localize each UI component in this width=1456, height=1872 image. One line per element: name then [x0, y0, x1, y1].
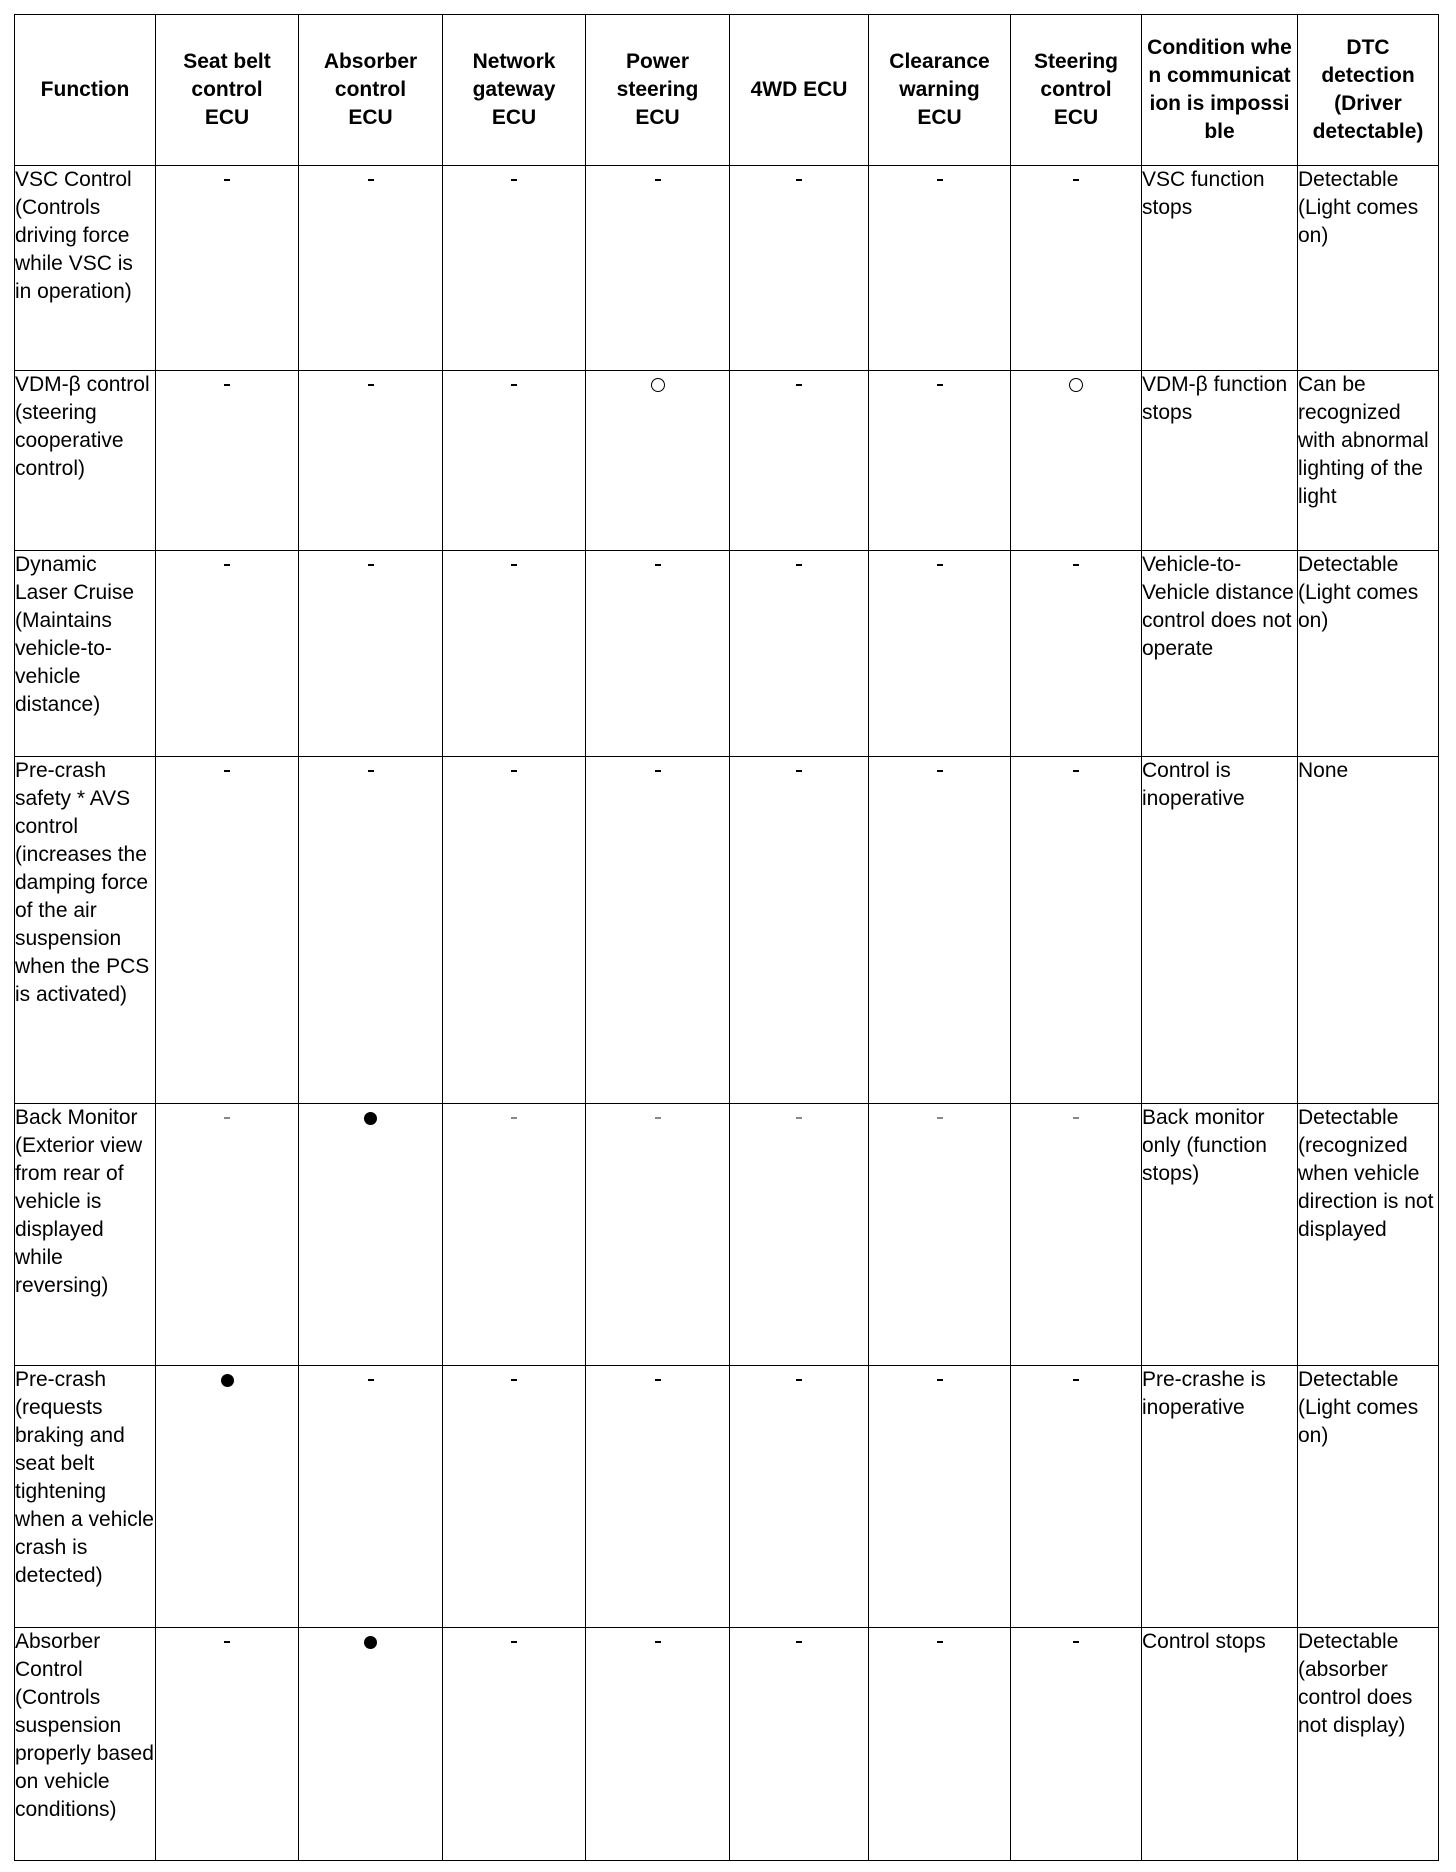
seat-belt-ecu-cell: [156, 757, 299, 1104]
dtc-cell: Detectable (recognized when vehicle direction is not displayed: [1298, 1104, 1439, 1366]
condition-cell: Control is inoperative: [1142, 757, 1298, 1104]
table-row: [15, 757, 1439, 1104]
clearance-warning-ecu-cell: [869, 371, 1011, 551]
network-gateway-ecu-cell: [443, 757, 586, 1104]
dash-mark: [796, 1641, 802, 1643]
dash-mark: [796, 1379, 802, 1381]
open-circle-mark: [651, 378, 665, 392]
header-condition: Condition when communicat ion is impossible: [1142, 15, 1298, 166]
filled-circle-mark: [364, 1636, 377, 1649]
power-steering-ecu-cell: [586, 1628, 730, 1861]
dtc-cell: None: [1298, 757, 1439, 1104]
clearance-warning-ecu-cell: [869, 1104, 1011, 1366]
absorber-ecu-cell: [299, 371, 443, 551]
header-power-steering-ecu: Power steering ECU: [586, 15, 730, 166]
dash-mark: [224, 384, 230, 386]
table-row: [15, 551, 1439, 757]
condition-cell: VDM-β function stops: [1142, 371, 1298, 551]
dtc-cell: Detectable (Light comes on): [1298, 551, 1439, 757]
dash-mark: [655, 179, 661, 181]
dash-mark: [511, 179, 517, 181]
network-gateway-ecu-cell: [443, 551, 586, 757]
4wd-ecu-cell: [730, 551, 869, 757]
dash-mark: [937, 1117, 943, 1119]
power-steering-ecu-cell: [586, 551, 730, 757]
dash-mark: [655, 770, 661, 772]
function-cell: Back Monitor (Exterior view from rear of vehicle is displayed while reversing): [15, 1104, 156, 1366]
dash-mark: [796, 564, 802, 566]
dash-mark: [655, 1379, 661, 1381]
dash-mark: [655, 1117, 661, 1119]
dash-mark: [224, 770, 230, 772]
function-cell: Pre-crash safety * AVS control (increases the damping force of the air suspension when the PCS is activated): [15, 757, 156, 1104]
ecu-function-table: [14, 14, 1439, 1861]
header-steering-control-ecu: Steering control ECU: [1011, 15, 1142, 166]
dash-mark: [1073, 1379, 1079, 1381]
dtc-cell: Detectable (Light comes on): [1298, 166, 1439, 371]
header-clearance-warning-ecu: Clearance warning ECU: [869, 15, 1011, 166]
header-dtc-detection: DTC detection (Driver detectable): [1298, 15, 1439, 166]
absorber-ecu-cell: [299, 166, 443, 371]
4wd-ecu-cell: [730, 166, 869, 371]
steering-control-ecu-cell: [1011, 371, 1142, 551]
power-steering-ecu-cell: [586, 1366, 730, 1628]
dash-mark: [511, 384, 517, 386]
4wd-ecu-cell: [730, 757, 869, 1104]
network-gateway-ecu-cell: [443, 371, 586, 551]
absorber-ecu-cell: [299, 551, 443, 757]
function-cell: VDM-β control (steering cooperative control): [15, 371, 156, 551]
seat-belt-ecu-cell: [156, 166, 299, 371]
steering-control-ecu-cell: [1011, 1628, 1142, 1861]
seat-belt-ecu-cell: [156, 1628, 299, 1861]
function-cell: Absorber Control (Controls suspension properly based on vehicle conditions): [15, 1628, 156, 1861]
dash-mark: [1073, 770, 1079, 772]
dash-mark: [1073, 179, 1079, 181]
clearance-warning-ecu-cell: [869, 166, 1011, 371]
header-network-gateway-ecu: Network gateway ECU: [443, 15, 586, 166]
4wd-ecu-cell: [730, 371, 869, 551]
steering-control-ecu-cell: [1011, 551, 1142, 757]
dash-mark: [937, 384, 943, 386]
network-gateway-ecu-cell: [443, 166, 586, 371]
power-steering-ecu-cell: [586, 1104, 730, 1366]
dtc-cell: Detectable (Light comes on): [1298, 1366, 1439, 1628]
steering-control-ecu-cell: [1011, 757, 1142, 1104]
4wd-ecu-cell: [730, 1628, 869, 1861]
dash-mark: [224, 1641, 230, 1643]
filled-circle-mark: [221, 1374, 234, 1387]
dash-mark: [511, 1379, 517, 1381]
seat-belt-ecu-cell: [156, 1366, 299, 1628]
dash-mark: [796, 770, 802, 772]
absorber-ecu-cell: [299, 757, 443, 1104]
absorber-ecu-cell: [299, 1628, 443, 1861]
header-row: [15, 15, 1439, 166]
condition-cell: Control stops: [1142, 1628, 1298, 1861]
dash-mark: [368, 1379, 374, 1381]
network-gateway-ecu-cell: [443, 1628, 586, 1861]
4wd-ecu-cell: [730, 1366, 869, 1628]
table-row: [15, 1366, 1439, 1628]
steering-control-ecu-cell: [1011, 1104, 1142, 1366]
condition-cell: Back monitor only (function stops): [1142, 1104, 1298, 1366]
dash-mark: [224, 179, 230, 181]
function-cell: VSC Control (Controls driving force while VSC is in operation): [15, 166, 156, 371]
header-function: Function: [15, 15, 156, 166]
table-row: [15, 371, 1439, 551]
dash-mark: [937, 1379, 943, 1381]
dash-mark: [937, 1641, 943, 1643]
table-row: [15, 1628, 1439, 1861]
dash-mark: [224, 564, 230, 566]
4wd-ecu-cell: [730, 1104, 869, 1366]
dash-mark: [1073, 1117, 1079, 1119]
dash-mark: [1073, 1641, 1079, 1643]
dash-mark: [937, 564, 943, 566]
clearance-warning-ecu-cell: [869, 757, 1011, 1104]
dash-mark: [937, 770, 943, 772]
function-cell: Dynamic Laser Cruise (Maintains vehicle-to-vehicle distance): [15, 551, 156, 757]
seat-belt-ecu-cell: [156, 1104, 299, 1366]
network-gateway-ecu-cell: [443, 1366, 586, 1628]
clearance-warning-ecu-cell: [869, 1628, 1011, 1861]
dash-mark: [796, 384, 802, 386]
dash-mark: [368, 179, 374, 181]
open-circle-mark: [1069, 378, 1083, 392]
power-steering-ecu-cell: [586, 166, 730, 371]
condition-cell: Vehicle-to-Vehicle distance control does not operate: [1142, 551, 1298, 757]
dash-mark: [511, 1641, 517, 1643]
table-body: [15, 166, 1439, 1861]
dtc-cell: Can be recognized with abnormal lighting of the light: [1298, 371, 1439, 551]
header-4wd-ecu: 4WD ECU: [730, 15, 869, 166]
power-steering-ecu-cell: [586, 757, 730, 1104]
steering-control-ecu-cell: [1011, 1366, 1142, 1628]
table-row: [15, 166, 1439, 371]
absorber-ecu-cell: [299, 1104, 443, 1366]
header-seat-belt-ecu: Seat belt control ECU: [156, 15, 299, 166]
dash-mark: [655, 564, 661, 566]
function-cell: Pre-crash (requests braking and seat belt tightening when a vehicle crash is detected): [15, 1366, 156, 1628]
condition-cell: Pre-crashe is inoperative: [1142, 1366, 1298, 1628]
dash-mark: [511, 564, 517, 566]
absorber-ecu-cell: [299, 1366, 443, 1628]
dash-mark: [368, 564, 374, 566]
seat-belt-ecu-cell: [156, 371, 299, 551]
dash-mark: [796, 1117, 802, 1119]
dash-mark: [796, 179, 802, 181]
ecu-function-table-document: [14, 14, 1439, 1861]
network-gateway-ecu-cell: [443, 1104, 586, 1366]
dash-mark: [368, 770, 374, 772]
table-row: [15, 1104, 1439, 1366]
dash-mark: [937, 179, 943, 181]
dash-mark: [1073, 564, 1079, 566]
filled-circle-mark: [364, 1112, 377, 1125]
dash-mark: [655, 1641, 661, 1643]
dash-mark: [511, 770, 517, 772]
condition-cell: VSC function stops: [1142, 166, 1298, 371]
steering-control-ecu-cell: [1011, 166, 1142, 371]
clearance-warning-ecu-cell: [869, 551, 1011, 757]
dash-mark: [224, 1117, 230, 1119]
header-absorber-ecu: Absorber control ECU: [299, 15, 443, 166]
clearance-warning-ecu-cell: [869, 1366, 1011, 1628]
seat-belt-ecu-cell: [156, 551, 299, 757]
dash-mark: [511, 1117, 517, 1119]
dtc-cell: Detectable (absorber control does not display): [1298, 1628, 1439, 1861]
dash-mark: [368, 384, 374, 386]
power-steering-ecu-cell: [586, 371, 730, 551]
